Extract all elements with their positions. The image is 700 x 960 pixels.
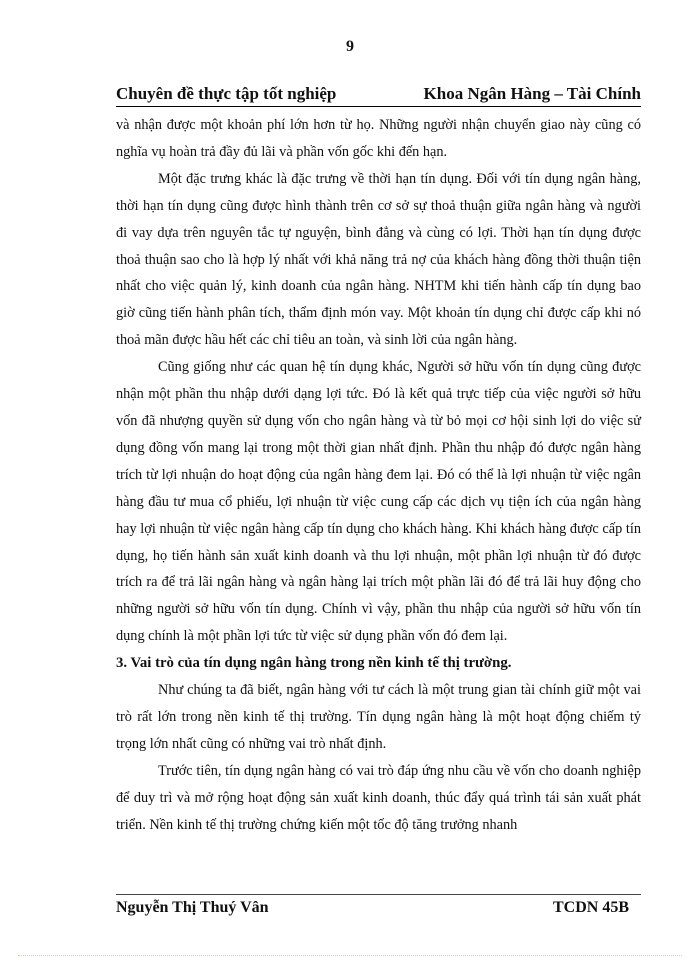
header-document-title: Chuyên đề thực tập tốt nghiệp: [116, 84, 337, 103]
body-paragraph: Trước tiên, tín dụng ngân hàng có vai trò đáp ứng nhu cầu về vốn cho doanh nghiệp để duy trì và mở rộng hoạt động sản xuất kinh doanh, thúc đẩy quá trình tái sản xuất phát triển. Nền kinh tế thị trường chứng kiến một tốc độ tăng trưởng nhanh: [116, 762, 641, 833]
page-number: 9: [346, 38, 354, 55]
header-faculty: Khoa Ngân Hàng – Tài Chính: [423, 84, 641, 103]
page-boundary-divider: [18, 955, 682, 956]
footer-class-code: TCDN 45B: [552, 899, 629, 916]
page-body: [116, 112, 641, 838]
body-paragraph: Như chúng ta đã biết, ngân hàng với tư cách là một trung gian tài chính giữ một vai trò rất lớn trong nền kinh tế thị trường. Tín dụng ngân hàng là một hoạt động chiếm tỷ trọng lớn nhất cũng có những vai trò nhất định.: [116, 682, 641, 752]
page-header: [116, 78, 641, 107]
body-paragraph: Cũng giống như các quan hệ tín dụng khác, Người sở hữu vốn tín dụng cũng được nhận một phần thu nhập dưới dạng lợi tức. Đó là kết quả trực tiếp của việc người sở hữu vốn đã nhượng quyền sử dụng vốn cho ngân hàng và từ bỏ mọi cơ hội sinh lợi do việc sử dụng đồng vốn mang lại trong một thời gian nhất định. Phần thu nhập đó được ngân hàng trích từ lợi nhuận do hoạt động của ngân hàng đem lại. Đó có thể là lợi nhuận từ việc ngân hàng đầu tư mua cổ phiếu, lợi nhuận từ việc cung cấp các dịch vụ tiện ích của ngân hàng hay lợi nhuận từ việc ngân hàng cấp tín dụng cho khách hàng. Khi khách hàng được cấp tín dụng, họ tiến hành sản xuất kinh doanh và thu lợi nhuận, một phần lợi nhuận từ đó được trích ra để trả lãi ngân hàng và ngân hàng lại trích một phần lãi đó để trả lãi huy động cho những người sở hữu vốn tín dụng. Chính vì vậy, phần thu nhập của người sở hữu vốn tín dụng chính là một phần lợi tức từ việc sử dụng phần vốn đó đem lại.: [116, 359, 641, 645]
section-heading: 3. Vai trò của tín dụng ngân hàng trong nền kinh tế thị trường.: [116, 655, 512, 672]
footer-author: Nguyễn Thị Thuý Vân: [116, 899, 269, 916]
body-paragraph: Một đặc trưng khác là đặc trưng về thời hạn tín dụng. Đối với tín dụng ngân hàng, thời hạn tín dụng cũng được hình thành trên cơ sở sự thoả thuận giữa ngân hàng và người đi vay dựa trên nguyên tắc tự nguyện, bình đẳng và cùng có lợi. Thời hạn tín dụng được thoả thuận sao cho là hợp lý nhất với khả năng trả nợ của khách hàng đồng thời thuận tiện nhất cho việc quản lý, kinh doanh của ngân hàng. NHTM khi tiến hành cấp tín dụng bao giờ cũng tiến hành phân tích, thẩm định món vay. Một khoản tín dụng chỉ được cấp khi nó thoả mãn được hầu hết các chỉ tiêu an toàn, và sinh lời của ngân hàng.: [116, 170, 641, 349]
page-footer: [116, 894, 641, 917]
body-paragraph: và nhận được một khoản phí lớn hơn từ họ. Những người nhận chuyển giao này cũng có nghĩa vụ hoàn trả đầy đủ lãi và phần vốn gốc khi đến hạn.: [116, 117, 641, 160]
